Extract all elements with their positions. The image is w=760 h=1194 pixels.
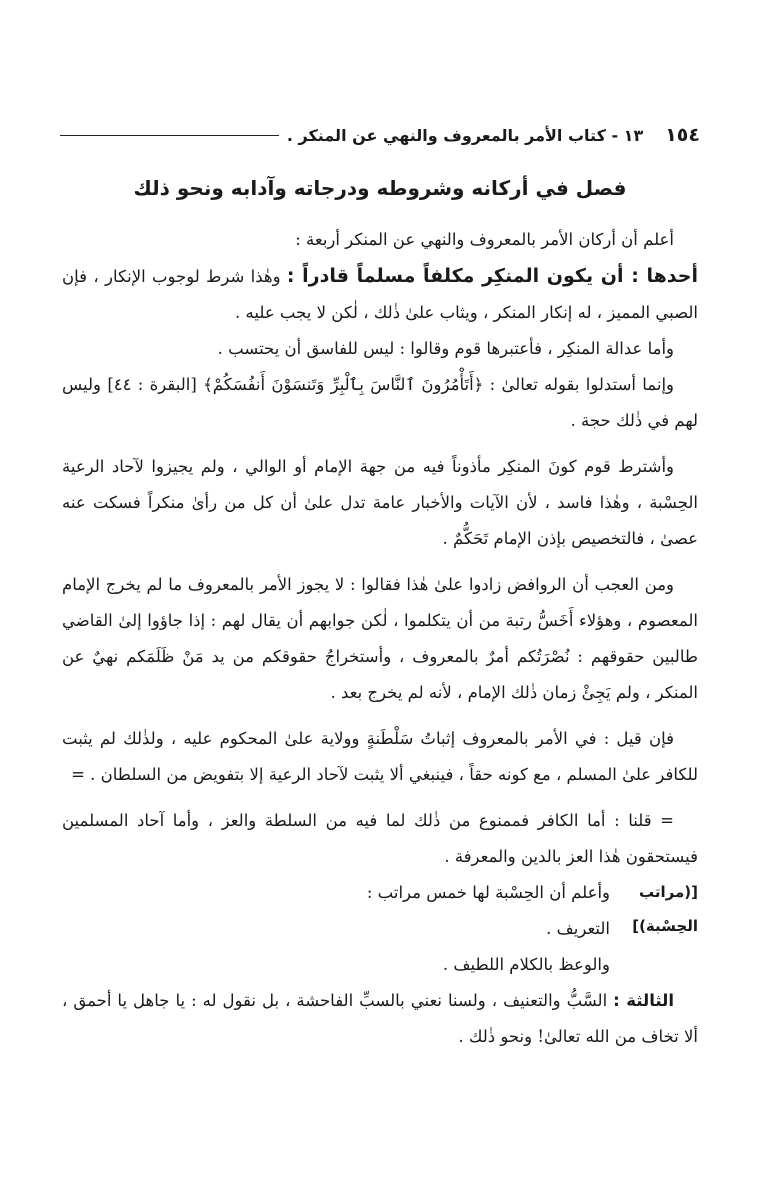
third-rank-text: السَّبُّ والتعنيف ، ولسنا نعني بالسبِّ الفاحشة ، بل نقول له : يا جاهل يا أحمق ، ألا تخاف من الله تعالىٰ! ونحو ذٰلك . xyxy=(62,991,698,1046)
first-pillar-heading: أحدها : أن يكون المنكِر مكلفاً مسلماً قادراً : xyxy=(286,265,698,287)
page-number: ١٥٤ xyxy=(665,124,700,146)
rank-item-admonition: والوعظ بالكلام اللطيف . xyxy=(442,955,610,974)
body-text xyxy=(62,222,698,1055)
ranks-block xyxy=(62,875,698,983)
paragraph-permission: وأشترط قوم كونَ المنكِر مأذوناً فيه من جهة الإمام أو الوالي ، ولم يجيزوا لآحاد الرعية الحِسْبة ، وهٰذا فاسد ، لأن الآيات والأخبار عامة تدل علىٰ أن كل من رأىٰ منكراً فسكت عنه عصىٰ ، فالتخصيص بإذن الإمام تَحَكُّمٌ . xyxy=(62,457,698,548)
paragraph-rawafid: ومن العجب أن الروافض زادوا علىٰ هٰذا فقالوا : لا يجوز الأمر بالمعروف ما لم يخرج الإمام المعصوم ، وهؤلاء أَخَسُّ رتبة من أن يتكلموا ، لٰكن جوابهم أن يقال لهم : إذا جاؤوا إلىٰ القاضي طالبين حقوقهم : نُصْرَتُكم أمرٌ بالمعروف ، وأستخراجُ حقوقكم من يد مَنْ ظَلَمَكم نهيٌ عن المنكر ، ولم يَجِئْ زمان ذٰلك الإمام ، لأنه لم يخرج بعد . xyxy=(62,575,698,702)
third-rank-heading: الثالثة : xyxy=(613,991,674,1010)
evidence-text-a: وإنما أستدلوا بقوله تعالىٰ : xyxy=(483,375,674,394)
evidence-text-b: [البقرة : ٤٤] وليس لهم في ذٰلك حجة . xyxy=(62,375,698,430)
paragraph-first-pillar xyxy=(62,258,698,331)
paragraph-reply: = قلنا : أما الكافر فممنوع من ذٰلك لما فيه من السلطة والعز ، وأما آحاد المسلمين فيستحقون هٰذا العز بالدين والمعرفة . xyxy=(62,811,698,866)
paragraph-objection: فإن قيل : في الأمر بالمعروف إثباتُ سَلْطَنةٍ وولاية علىٰ المحكوم عليه ، ولذٰلك لم يثبت للكافر علىٰ المسلم ، مع كونه حقاً ، فينبغي ألا يثبت لآحاد الرعية إلا بتفويض من السلطان . = xyxy=(62,729,698,784)
running-header xyxy=(60,118,700,152)
paragraph-pillars-intro: أعلم أن أركان الأمر بالمعروف والنهي عن المنكر أربعة : xyxy=(295,230,674,249)
first-pillar-text: وهٰذا شرط لوجوب الإنكار ، فإن الصبي المميز ، له إنكار المنكر ، ويثاب علىٰ ذٰلك ، لٰكن لا يجب عليه . xyxy=(62,267,698,322)
margin-note: [(مراتب الحِسْبة)] xyxy=(632,883,698,935)
rank-item-definition: التعريف . xyxy=(546,919,610,938)
paragraph-ranks-intro: وأعلم أن الحِسْبة لها خمس مراتب : xyxy=(366,883,610,902)
paragraph-third-rank xyxy=(62,983,698,1055)
paragraph-justice: وأما عدالة المنكِر ، فأعتبرها قوم وقالوا : ليس للفاسق أن يحتسب . xyxy=(217,339,674,358)
paragraph-evidence xyxy=(62,367,698,439)
chapter-title: ١٣ - كتاب الأمر بالمعروف والنهي عن المنكر . xyxy=(286,125,644,145)
quran-verse: ﴿أَتَأْمُرُونَ ٱلنَّاسَ بِٱلْبِرِّ وَتَنسَوْنَ أَنفُسَكُمْ﴾ xyxy=(203,375,484,394)
section-title: فصل في أركانه وشروطه ودرجاته وآدابه ونحو ذلك xyxy=(133,176,627,200)
header-rule xyxy=(60,135,279,136)
